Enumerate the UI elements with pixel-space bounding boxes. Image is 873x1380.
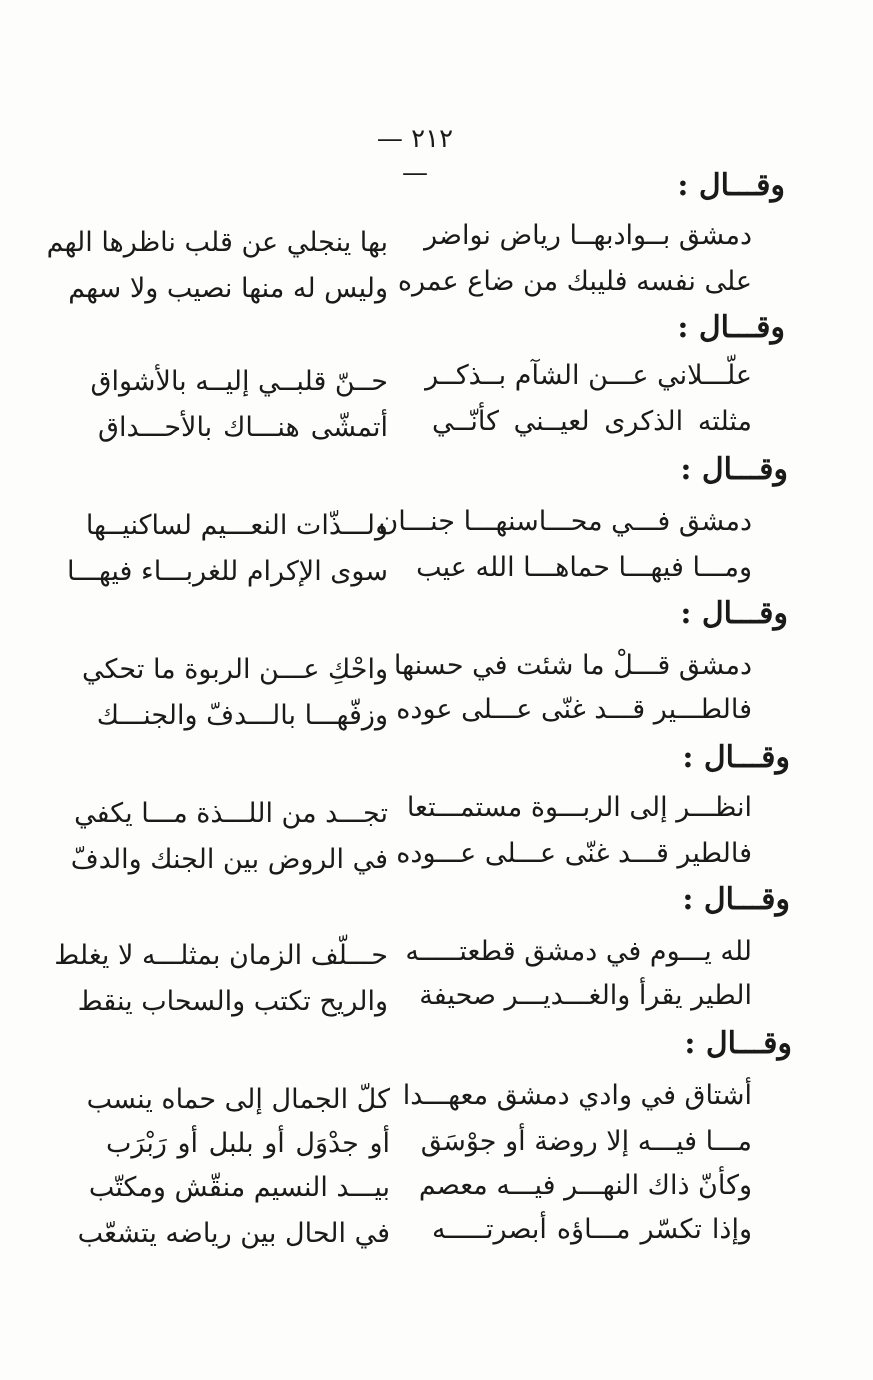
verse-first-hemistich: وكأنّ ذاك النهـــر فيـــه معصم [418, 1170, 752, 1201]
verse-second-hemistich: كلّ الجمال إلى حماه ينسب [86, 1084, 390, 1115]
verse-first-hemistich: لله يـــوم في دمشق قطعتـــــه [405, 936, 752, 967]
section-heading: وقـــال : [677, 168, 785, 203]
verse-second-hemistich: سوى الإكرام للغربـــاء فيهـــا [66, 556, 388, 587]
verse-second-hemistich: واحْكِ عـــن الربوة ما تحكي [82, 654, 388, 685]
verse-second-hemistich: ولـــذّات النعـــيم لساكنيــها [85, 510, 388, 541]
verse-second-hemistich: بيـــد النسيم منقّش ومكتّب [88, 1172, 390, 1203]
verse-first-hemistich: ومـــا فيهـــا حماهـــا الله عيب [416, 552, 752, 583]
verse-second-hemistich: في الحال بين رياضه يتشعّب [77, 1218, 390, 1249]
page-number: — ٢١٢ — [376, 124, 454, 188]
verse-first-hemistich: أشتاق في وادي دمشق معهـــدا [402, 1080, 752, 1111]
verse-first-hemistich: علّـــلاني عـــن الشآم بــذكــر [425, 360, 752, 391]
verse-first-hemistich: دمشق قـــلْ ما شئت في حسنها [393, 650, 752, 681]
verse-first-hemistich: فالطير قـــد غنّى عـــلى عـــوده [396, 838, 752, 869]
section-heading: وقـــال : [680, 596, 788, 631]
section-heading: وقـــال : [682, 882, 790, 917]
verse-second-hemistich: تجـــد من اللـــذة مـــا يكفي [74, 798, 388, 829]
verse-second-hemistich: حـــلّف الزمان بمثلـــه لا يغلط [54, 940, 388, 971]
verse-first-hemistich: انظـــر إلى الربـــوة مستمـــتعا [406, 792, 752, 823]
section-heading: وقـــال : [680, 452, 788, 487]
section-heading: وقـــال : [682, 740, 790, 775]
verse-first-hemistich: الطير يقرأ والغـــديـــر صحيفة [419, 980, 752, 1011]
verse-first-hemistich: مـــا فيـــه إلا روضة أو جوْسَق [420, 1126, 752, 1157]
verse-first-hemistich: فالطـــير قـــد غنّى عـــلى عوده [396, 694, 752, 725]
verse-second-hemistich: أو جدْوَل أو بلبل أو رَبْرَب [106, 1128, 390, 1159]
verse-second-hemistich: والريح تكتب والسحاب ينقط [77, 986, 388, 1017]
verse-first-hemistich: دمشق فـــي محـــاسنهـــا جنـــان [378, 506, 752, 537]
verse-first-hemistich: دمشق بــوادبهــا رياض نواضر [424, 220, 752, 251]
verse-first-hemistich: على نفسه فليبك من ضاع عمره [397, 266, 752, 297]
section-heading: وقـــال : [677, 310, 785, 345]
verse-first-hemistich: وإذا تكسّر مـــاؤه أبصرتـــــه [432, 1214, 752, 1245]
section-heading: وقـــال : [684, 1026, 792, 1061]
verse-second-hemistich: حــنّ قلبــي إليــه بالأشواق [90, 366, 388, 397]
verse-second-hemistich: أتمشّى هنـــاك بالأحـــداق [98, 412, 388, 443]
verse-second-hemistich: في الروض بين الجنك والدفّ [70, 844, 388, 875]
verse-first-hemistich: مثلته الذكرى لعيــني كأنّــي [432, 406, 752, 437]
verse-second-hemistich: وزفّهـــا بالـــدفّ والجنـــك [96, 700, 388, 731]
verse-second-hemistich: بها ينجلي عن قلب ناظرها الهم [46, 227, 388, 258]
verse-second-hemistich: وليس له منها نصيب ولا سهم [68, 273, 388, 304]
